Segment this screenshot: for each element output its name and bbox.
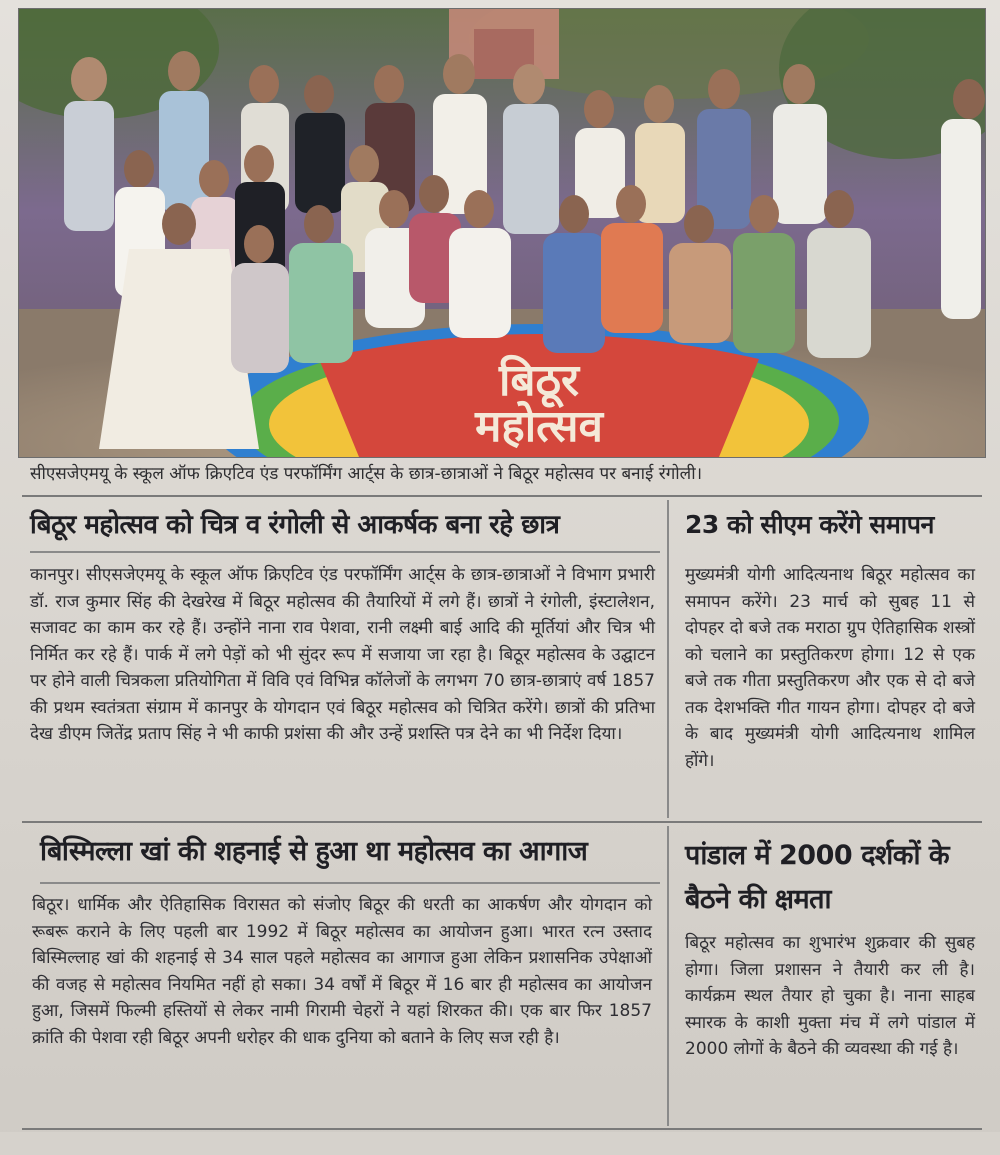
article4-body: बिठूर महोत्सव का शुभारंभ शुक्रवार की सुबह होगा। जिला प्रशासन ने तैयारी कर ली है। कार्यक्रम स्थल तैयार हो चुका है। नाना साहब स्मारक के काशी मुक्ता मंच में लगे पांडाल में 2000 लोगों के बैठने की व्यवस्था की गई है। [685, 933, 975, 1059]
article4-headline: पांडाल में 2000 दर्शकों के बैठने की क्षमता [685, 840, 950, 915]
divider-top [22, 495, 982, 497]
page-bottom-strip [0, 1132, 1000, 1155]
group-photo [18, 8, 986, 458]
article3-body: बिठूर। धार्मिक और ऐतिहासिक विरासत को संजोए बिठूर की धरती का आकर्षण और योगदान को रूबरू कराने के लिए पहली बार 1992 में बिठूर महोत्सव का आयोजन हुआ। भारत रत्न उस्ताद बिस्मिल्लाह खां की शहनाई से 34 साल पहले महोत्सव का आगाज हुआ लेकिन प्रशासनिक उपेक्षाओं की वजह से महोत्सव नियमित नहीं हो सका। 34 वर्षों में बिठूर में 16 बार ही महोत्सव का आयोजन हुआ, जिसमें फिल्मी हस्तियों से लेकर नामी गिरामी चेहरों ने यहां शिरकत की। एक बार फिर 1857 क्रांति की पेशवा रही बिठूर अपनी धरोहर की धाक दुनिया को बताने के लिए सज रही है। [32, 895, 652, 1048]
article2-body: मुख्यमंत्री योगी आदित्यनाथ बिठूर महोत्सव का समापन करेंगे। 23 मार्च को सुबह 11 से दोपहर दो बजे तक मराठा ग्रुप ऐतिहासिक शस्त्रों को चलाने का प्रस्तुतिकरण होगा। 12 से एक बजे तक गीता प्रस्तुतिकरण और एक से दो बजे तक देशभक्ति गीत गायन होगा। दोपहर दो बजे के बाद मुख्यमंत्री योगी आदित्यनाथ शामिल होंगे। [685, 565, 975, 771]
column-divider-2 [667, 826, 669, 1126]
divider-bottom [22, 1128, 982, 1130]
divider-middle [22, 821, 982, 823]
rangoli-text-2: महोत्सव [475, 401, 603, 452]
article1-body: कानपुर। सीएसजेएमयू के स्कूल ऑफ क्रिएटिव एंड परफॉर्मिंग आर्ट्स के छात्र-छात्राओं ने विभाग प्रभारी डॉ. राज कुमार सिंह की देखरेख में बिठूर महोत्सव की तैयारियों में लगे हैं। छात्रों ने रंगोली, इंस्टालेशन, सजावट का काम कर रहे हैं। उन्होंने नाना राव पेशवा, रानी लक्ष्मी बाई आदि की मूर्तियां और चित्र भी निर्मित कर रहे हैं। पार्क में लगे पेड़ों को भी सुंदर रूप में सजाया जा रहा है। बिठूर महोत्सव के उद्घाटन पर होने वाली चित्रकला प्रतियोगिता में विवि एवं विभिन्न कॉलेजों के लगभग 70 छात्र-छात्राएं वर्ष 1857 की प्रथम स्वतंत्रता संग्राम में कानपुर के योगदान एवं बिठूर महोत्सव को चित्रित करेंगे। छात्रों की प्रतिभा देख डीएम जितेंद्र प्रताप सिंह ने भी काफी प्रशंसा की और उन्हें प्रशस्ति पत्र देने का भी निर्देश दिया। [30, 565, 655, 744]
article1-headline: बिठूर महोत्सव को चित्र व रंगोली से आकर्षक बना रहे छात्र [30, 505, 660, 553]
column-divider-1 [667, 500, 669, 818]
photo-caption: सीएसजेएमयू के स्कूल ऑफ क्रिएटिव एंड परफॉर्मिंग आर्ट्स के छात्र-छात्राओं ने बिठूर महोत्सव पर बनाई रंगोली। [30, 464, 703, 484]
article2-headline: 23 को सीएम करेंगे समापन [685, 510, 934, 539]
group-photo-illustration [19, 9, 985, 457]
article3-headline: बिस्मिल्ला खां की शहनाई से हुआ था महोत्सव का आगाज [40, 830, 660, 884]
rangoli-text-1: बिठूर [498, 355, 580, 406]
